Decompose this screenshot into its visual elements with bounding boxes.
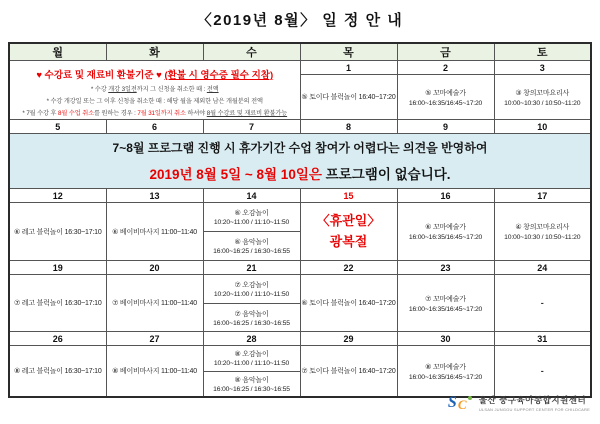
week4-date-row bbox=[9, 261, 591, 275]
program-aug-21-five-senses-play: ⑦ 오감놀이 10:20~11:00 / 11:10~11:50 bbox=[213, 281, 290, 298]
program-aug-21-music-play: ⑦ 음악놀이 16:00~16:25 / 16:30~16:55 bbox=[204, 303, 300, 332]
program-aug-23-little-artist: ⑦ 꼬마예술가 16:00~16:35/16:45~17:20 bbox=[397, 275, 494, 332]
date-aug-12: 12 bbox=[9, 189, 106, 203]
vacation-notice-line2: 2019년 8월 5일 ~ 8월 10일은 프로그램이 없습니다. bbox=[149, 167, 451, 182]
vacation-notice bbox=[9, 134, 591, 189]
logo-letter-c: C bbox=[457, 397, 467, 412]
program-aug-28-five-senses-play: ⑧ 오감놀이 10:20~11:00 / 11:10~11:50 bbox=[213, 351, 290, 367]
program-aug-21-wednesday-cell bbox=[203, 275, 300, 332]
refund-policy-box bbox=[9, 61, 300, 120]
program-aug-28-music-play: ⑧ 음악놀이 16:00~16:25 / 16:30~16:55 bbox=[204, 371, 300, 397]
program-aug-2-little-artist: ⑤ 꼬마예술가 16:00~16:35/16:45~17:20 bbox=[397, 75, 494, 120]
logo-letter-s: S bbox=[447, 394, 457, 411]
date-aug-1: 1 bbox=[300, 61, 397, 75]
date-aug-13: 13 bbox=[106, 189, 203, 203]
date-aug-2: 2 bbox=[397, 61, 494, 75]
weekday-sat: 토 bbox=[494, 43, 591, 61]
logo-green-dot-icon bbox=[468, 396, 472, 400]
program-aug-19-lego-block: ⑦ 레고 블럭놀이 16:30~17:10 bbox=[9, 275, 106, 332]
date-aug-23: 23 bbox=[397, 261, 494, 275]
date-aug-14: 14 bbox=[203, 189, 300, 203]
week3-program-row bbox=[9, 203, 591, 261]
date-aug-8: 8 bbox=[300, 120, 397, 134]
week3-date-row bbox=[9, 189, 591, 203]
week5-date-row bbox=[9, 332, 591, 346]
weekday-mon: 월 bbox=[9, 43, 106, 61]
program-aug-16-little-artist: ⑥ 꼬마예술가 16:00~16:35/16:45~17:20 bbox=[397, 203, 494, 261]
program-aug-12-lego-block: ⑥ 레고 블럭놀이 16:30~17:10 bbox=[9, 203, 106, 261]
program-aug-13-baby-massage: ⑥ 베이비마사지 11:00~11:40 bbox=[106, 203, 203, 261]
program-aug-20-baby-massage: ⑦ 베이비마사지 11:00~11:40 bbox=[106, 275, 203, 332]
program-aug-31-none: - bbox=[494, 346, 591, 398]
weekday-wed: 수 bbox=[203, 43, 300, 61]
date-aug-15-holiday: 15 bbox=[300, 189, 397, 203]
date-aug-26: 26 bbox=[9, 332, 106, 346]
date-aug-22: 22 bbox=[300, 261, 397, 275]
center-logo-icon bbox=[448, 394, 474, 412]
program-aug-1-toyda-block: ⑤ 토이다 블럭놀이 16:40~17:20 bbox=[300, 75, 397, 120]
organization-name-english: ULSAN JUNGGU SUPPORT CENTER FOR CHILDCARE bbox=[478, 407, 590, 412]
weekday-thu: 목 bbox=[300, 43, 397, 61]
week4-program-row bbox=[9, 275, 591, 332]
schedule-calendar-table bbox=[8, 42, 592, 398]
weekday-header-row bbox=[9, 43, 591, 61]
date-aug-7: 7 bbox=[203, 120, 300, 134]
program-aug-30-little-artist: ⑧ 꼬마예술가 16:00~16:35/16:45~17:20 bbox=[397, 346, 494, 398]
organization-name: 울산 중구육아종합지원센터 bbox=[478, 395, 587, 405]
date-aug-20: 20 bbox=[106, 261, 203, 275]
date-aug-28: 28 bbox=[203, 332, 300, 346]
program-aug-3-creative-chef: ③ 창의꼬마요리사 10:00~10:30 / 10:50~11:20 bbox=[494, 75, 591, 120]
program-aug-17-creative-chef: ④ 창의꼬마요리사 10:00~10:30 / 10:50~11:20 bbox=[494, 203, 591, 261]
date-aug-6: 6 bbox=[106, 120, 203, 134]
date-aug-29: 29 bbox=[300, 332, 397, 346]
date-aug-27: 27 bbox=[106, 332, 203, 346]
date-aug-3: 3 bbox=[494, 61, 591, 75]
refund-bullet-1: * 수강 개강 3일전까지 그 신청을 취소한 때 : 전액 bbox=[90, 86, 219, 93]
date-aug-21: 21 bbox=[203, 261, 300, 275]
date-aug-5: 5 bbox=[9, 120, 106, 134]
program-aug-27-baby-massage: ⑧ 베이비마사지 11:00~11:40 bbox=[106, 346, 203, 398]
vacation-notice-row bbox=[9, 134, 591, 189]
program-aug-14-wednesday-cell bbox=[203, 203, 300, 261]
date-aug-16: 16 bbox=[397, 189, 494, 203]
date-aug-10: 10 bbox=[494, 120, 591, 134]
page-title: 〈2019년 8월〉 일 정 안 내 bbox=[196, 12, 404, 29]
refund-bullet-2: * 수강 개강일 또는 그 이후 신청을 취소한 때 : 해당 월을 제외한 남은 개월분의 전액 bbox=[46, 98, 263, 105]
week5-program-row bbox=[9, 346, 591, 398]
date-aug-30: 30 bbox=[397, 332, 494, 346]
footer bbox=[448, 394, 590, 412]
date-aug-24: 24 bbox=[494, 261, 591, 275]
refund-policy-title: ♥ 수강료 및 재료비 환불기준 ♥ (환불 시 영수증 필수 지참) bbox=[36, 70, 274, 81]
program-aug-24-none: - bbox=[494, 275, 591, 332]
holiday-aug-15-liberation-day: 〈휴관일〉 광복절 bbox=[300, 203, 397, 261]
program-aug-14-five-senses-play: ⑥ 오감놀이 10:20~11:00 / 11:10~11:50 bbox=[213, 209, 290, 226]
weekday-fri: 금 bbox=[397, 43, 494, 61]
date-aug-9: 9 bbox=[397, 120, 494, 134]
program-aug-26-lego-block: ⑧ 레고 블럭놀이 16:30~17:10 bbox=[9, 346, 106, 398]
date-aug-19: 19 bbox=[9, 261, 106, 275]
organization-name-block bbox=[479, 394, 590, 412]
date-aug-31: 31 bbox=[494, 332, 591, 346]
week2-date-row bbox=[9, 120, 591, 134]
vacation-notice-line1: 7~8월 프로그램 진행 시 휴가기간 수업 참여가 어렵다는 의견을 반영하여 bbox=[112, 141, 488, 155]
program-aug-22-toyda-block: ⑥ 토이다 블럭놀이 16:40~17:20 bbox=[300, 275, 397, 332]
refund-bullet-3: * 7월 수강 후 8월 수업 취소를 원하는 경우 : 7월 31일까지 취소 하셔야 8월 수강료 및 재료비 환불가능 bbox=[22, 110, 288, 117]
program-aug-28-wednesday-cell bbox=[203, 346, 300, 398]
weekday-tue: 화 bbox=[106, 43, 203, 61]
date-aug-17: 17 bbox=[494, 189, 591, 203]
program-aug-29-toyda-block: ⑦ 토이다 블럭놀이 16:40~17:20 bbox=[300, 346, 397, 398]
week1-date-row bbox=[9, 61, 591, 75]
program-aug-14-music-play: ⑥ 음악놀이 16:00~16:25 / 16:30~16:55 bbox=[204, 231, 300, 261]
